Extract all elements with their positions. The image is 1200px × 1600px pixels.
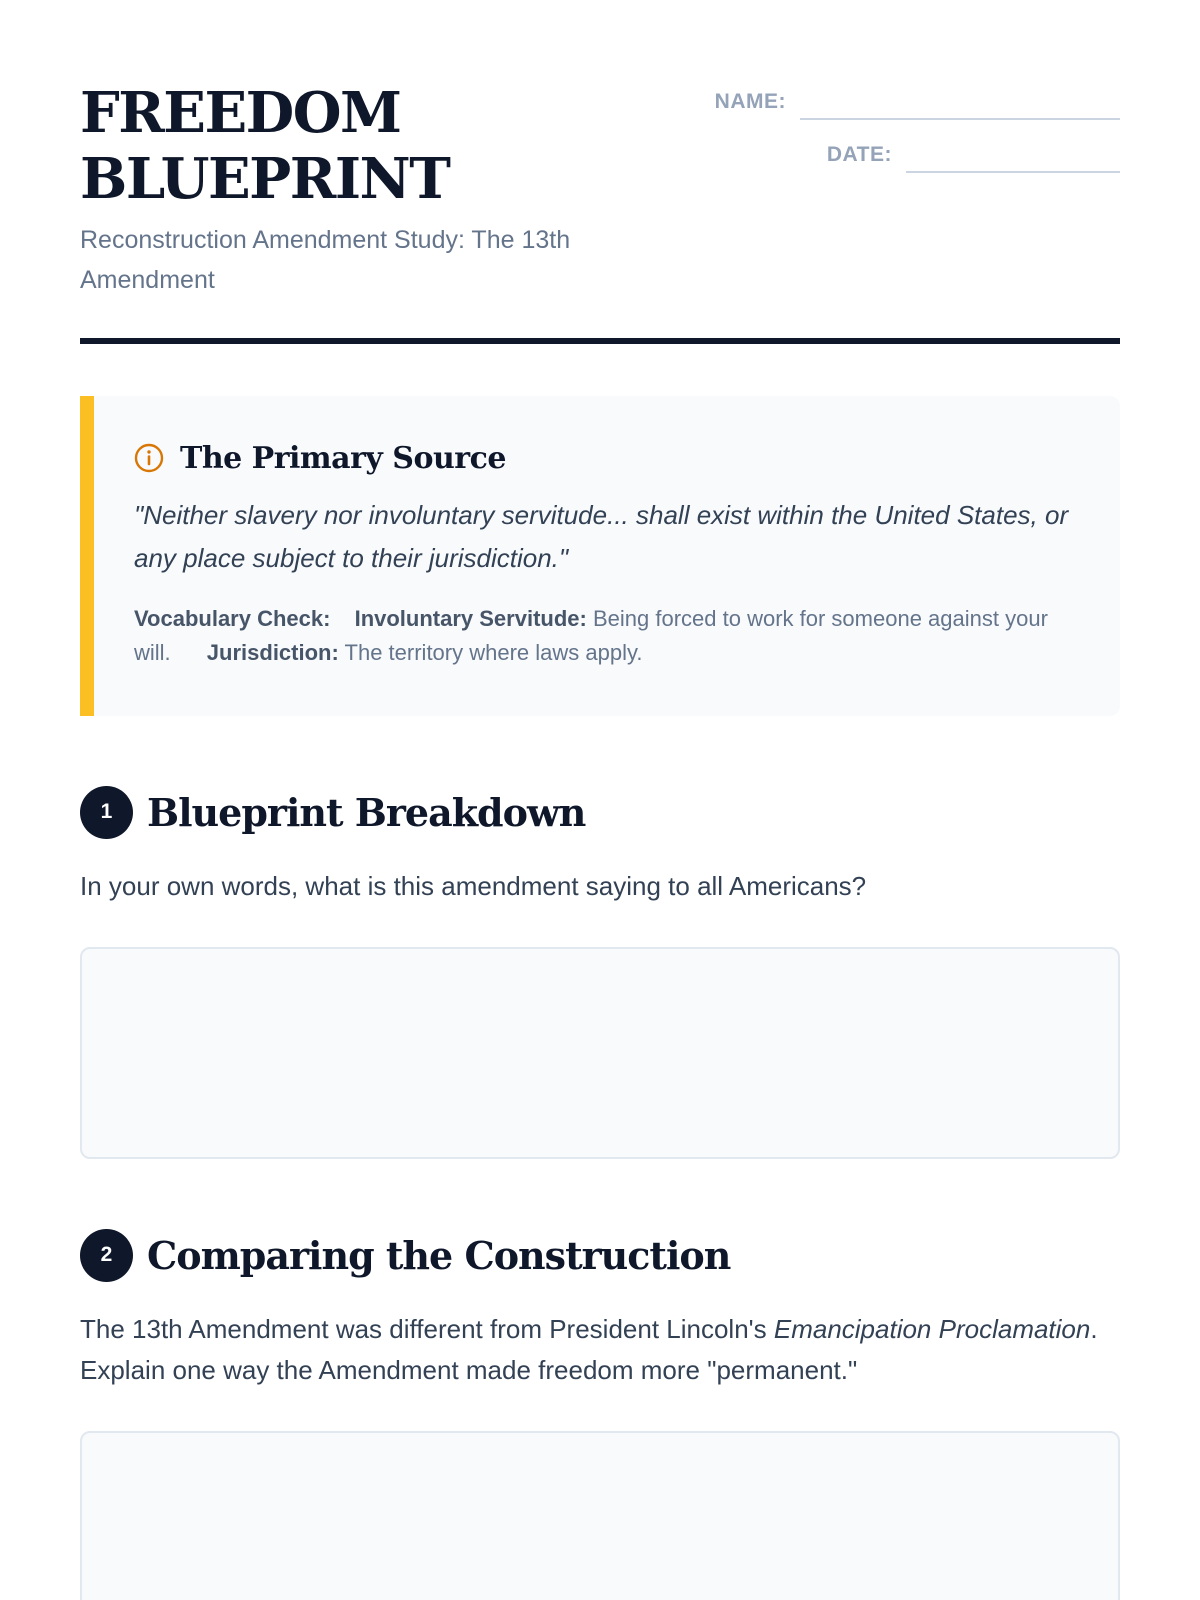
name-field[interactable] — [800, 80, 1120, 120]
date-field[interactable] — [906, 133, 1120, 173]
page-subtitle: Reconstruction Amendment Study: The 13th Amendment — [80, 226, 571, 294]
answer-box-2[interactable] — [80, 1431, 1120, 1600]
vocab-term-1: Involuntary Servitude: — [354, 606, 587, 631]
section-title: Blueprint Breakdown — [147, 789, 586, 835]
section-prompt: In your own words, what is this amendment saying to all Americans? — [80, 871, 867, 901]
date-field-row — [680, 133, 1120, 173]
header-divider — [80, 338, 1120, 344]
worksheet-header — [80, 80, 1120, 338]
prompt-text-start: The 13th Amendment was different from President Lincoln's — [80, 1314, 774, 1344]
section-blueprint-breakdown — [80, 784, 1120, 1159]
vocab-definition-1: Being forced to work for someone against your will. — [134, 606, 1048, 665]
title-line-1: FREEDOM — [80, 80, 401, 146]
primary-source-box — [80, 396, 1120, 716]
name-label: NAME: — [714, 90, 786, 113]
info-icon — [134, 443, 164, 473]
section-number-badge: 2 — [80, 1229, 133, 1282]
prompt-text-end: . Explain one way the Amendment made freedom more "permanent." — [80, 1314, 1098, 1385]
answer-box-1[interactable] — [80, 947, 1120, 1159]
name-field-row — [680, 80, 1120, 120]
section-heading — [80, 1227, 1120, 1283]
date-label: DATE: — [826, 143, 892, 166]
vocab-term-2: Jurisdiction: — [206, 640, 339, 665]
section-heading — [80, 784, 1120, 840]
title-block — [80, 80, 680, 300]
section-prompt — [80, 1309, 1120, 1391]
vocab-definition-2: The territory where laws apply. — [344, 640, 643, 665]
title-line-2: BLUEPRINT — [80, 146, 450, 212]
section-number-badge: 1 — [80, 786, 133, 839]
section-title: Comparing the Construction — [147, 1232, 731, 1278]
primary-source-title: The Primary Source — [180, 440, 506, 476]
vocab-label: Vocabulary Check: — [134, 606, 331, 631]
student-fields — [680, 80, 1120, 186]
page-title — [80, 80, 680, 212]
primary-source-heading — [134, 436, 1080, 480]
vocabulary-check — [134, 602, 1080, 670]
primary-source-quote: "Neither slavery nor involuntary servitude... shall exist within the United States, or any place subject to their jurisdiction." — [134, 500, 1069, 573]
section-comparing-construction — [80, 1227, 1120, 1600]
prompt-document-title: Emancipation Proclamation — [773, 1314, 1091, 1344]
